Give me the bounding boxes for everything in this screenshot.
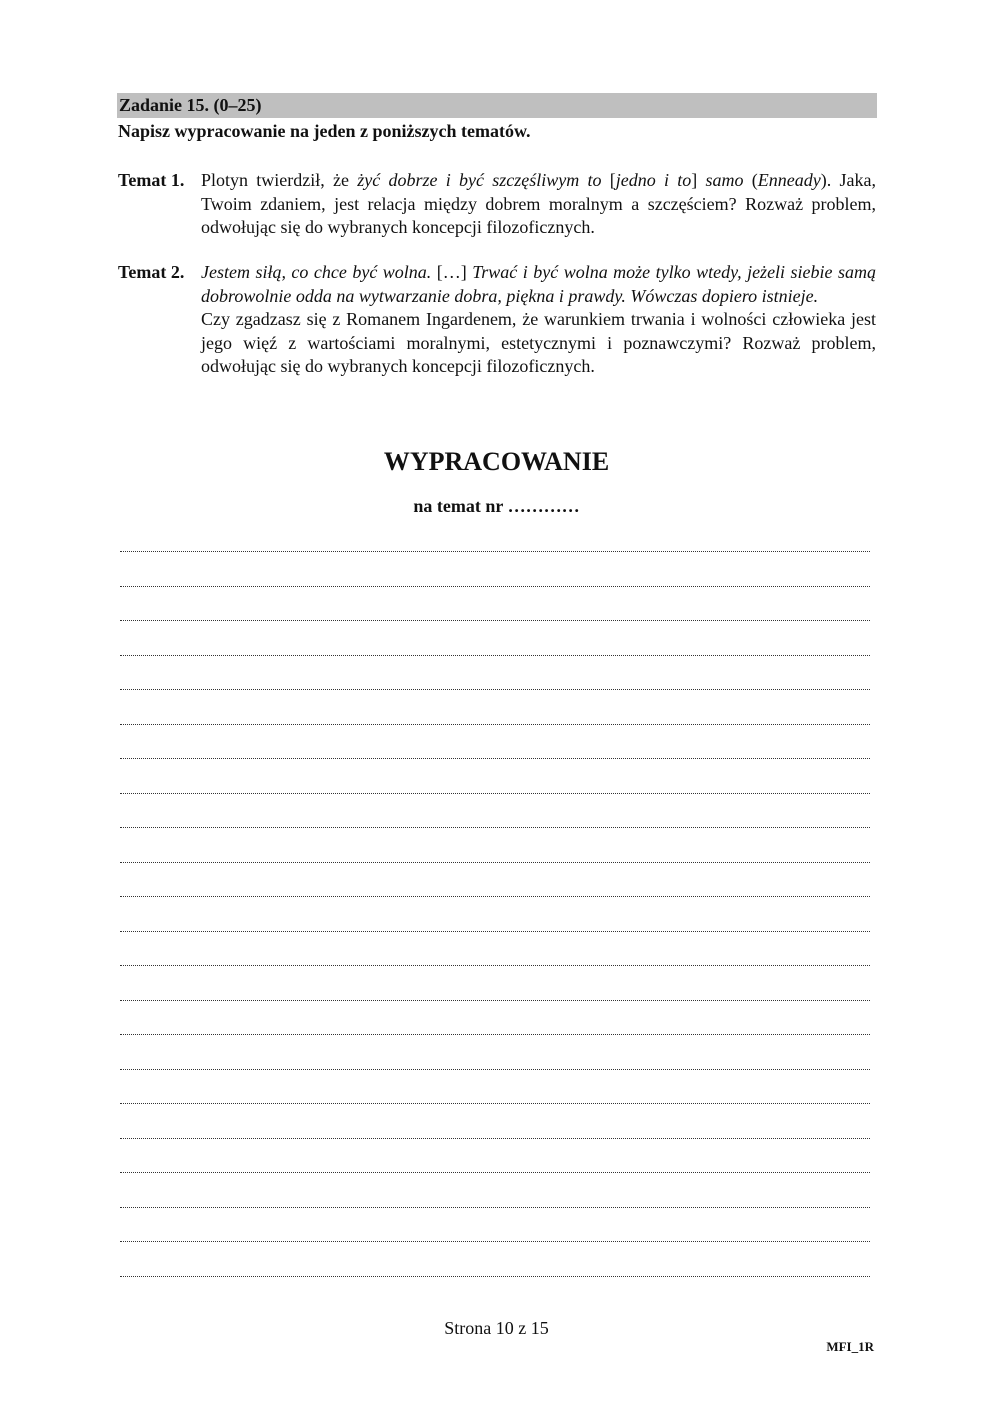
writing-line[interactable] bbox=[120, 1104, 870, 1139]
text-run: jedno i to bbox=[615, 170, 692, 190]
text-run: Jestem siłą, co chce być wolna. bbox=[201, 262, 432, 282]
writing-line[interactable] bbox=[120, 794, 870, 829]
topic-2 bbox=[118, 261, 876, 379]
writing-line[interactable] bbox=[120, 690, 870, 725]
writing-line[interactable] bbox=[120, 621, 870, 656]
essay-topic-number[interactable]: na temat nr ………… bbox=[413, 496, 580, 516]
text-run: Enneady bbox=[757, 170, 821, 190]
page-number: Strona 10 z 15 bbox=[444, 1318, 549, 1338]
topic-1-paragraph bbox=[201, 169, 876, 240]
writing-line[interactable] bbox=[120, 1173, 870, 1208]
writing-line[interactable] bbox=[120, 1035, 870, 1070]
writing-line[interactable] bbox=[120, 759, 870, 794]
topic-2-quote bbox=[201, 261, 876, 308]
text-run: ] bbox=[691, 170, 706, 190]
writing-line[interactable] bbox=[120, 1242, 870, 1277]
topic-2-label: Temat 2. bbox=[118, 262, 185, 282]
text-run: Plotyn twierdził, że bbox=[201, 170, 358, 190]
topic-1-label: Temat 1. bbox=[118, 170, 185, 190]
writing-area[interactable] bbox=[120, 547, 870, 1277]
task-header: Zadanie 15. (0–25) bbox=[117, 93, 877, 118]
writing-line[interactable] bbox=[120, 1070, 870, 1105]
text-run: ( bbox=[743, 170, 758, 190]
writing-line[interactable] bbox=[120, 966, 870, 1001]
task-instruction: Napisz wypracowanie na jeden z poniższych tematów. bbox=[118, 121, 531, 141]
writing-line[interactable] bbox=[120, 1208, 870, 1243]
topic-1-text bbox=[201, 169, 876, 240]
text-run: […] bbox=[431, 262, 473, 282]
writing-line[interactable] bbox=[120, 656, 870, 691]
text-run: [ bbox=[609, 170, 616, 190]
writing-line[interactable] bbox=[120, 552, 870, 587]
topic-2-text bbox=[201, 261, 876, 379]
text-run: ). Jaka, Twoim zdaniem, jest relacja między dobrem moralnym a szczęściem? Rozważ problem, odwołując się do wybranych koncepcji filozoficznych. bbox=[201, 170, 876, 237]
text-run: Trwać i być wolna może tylko wtedy, jeżeli siebie samą dobrowolnie odda na wytwarzanie dobra, piękna i prawdy. Wówczas dopiero istnieje. bbox=[201, 262, 876, 306]
topic-1 bbox=[118, 169, 876, 240]
text-run: żyć dobrze i być szczęśliwym to bbox=[357, 170, 610, 190]
writing-line[interactable] bbox=[120, 932, 870, 967]
topic-2-question: Czy zgadzasz się z Romanem Ingardenem, że warunkiem trwania i wolności człowieka jest jego więź z wartościami moralnymi, estetycznymi i poznawczymi? Rozważ problem, odwołując się do wybranych koncepcji filozoficznych. bbox=[201, 309, 876, 376]
writing-line[interactable] bbox=[120, 1139, 870, 1174]
writing-line[interactable] bbox=[120, 828, 870, 863]
text-run: samo bbox=[705, 170, 744, 190]
writing-line[interactable] bbox=[120, 725, 870, 760]
writing-line[interactable] bbox=[120, 863, 870, 898]
exam-code: MFI_1R bbox=[826, 1339, 874, 1354]
writing-line[interactable] bbox=[120, 1001, 870, 1036]
writing-line[interactable] bbox=[120, 587, 870, 622]
writing-line[interactable] bbox=[120, 897, 870, 932]
essay-title: WYPRACOWANIE bbox=[383, 447, 610, 476]
